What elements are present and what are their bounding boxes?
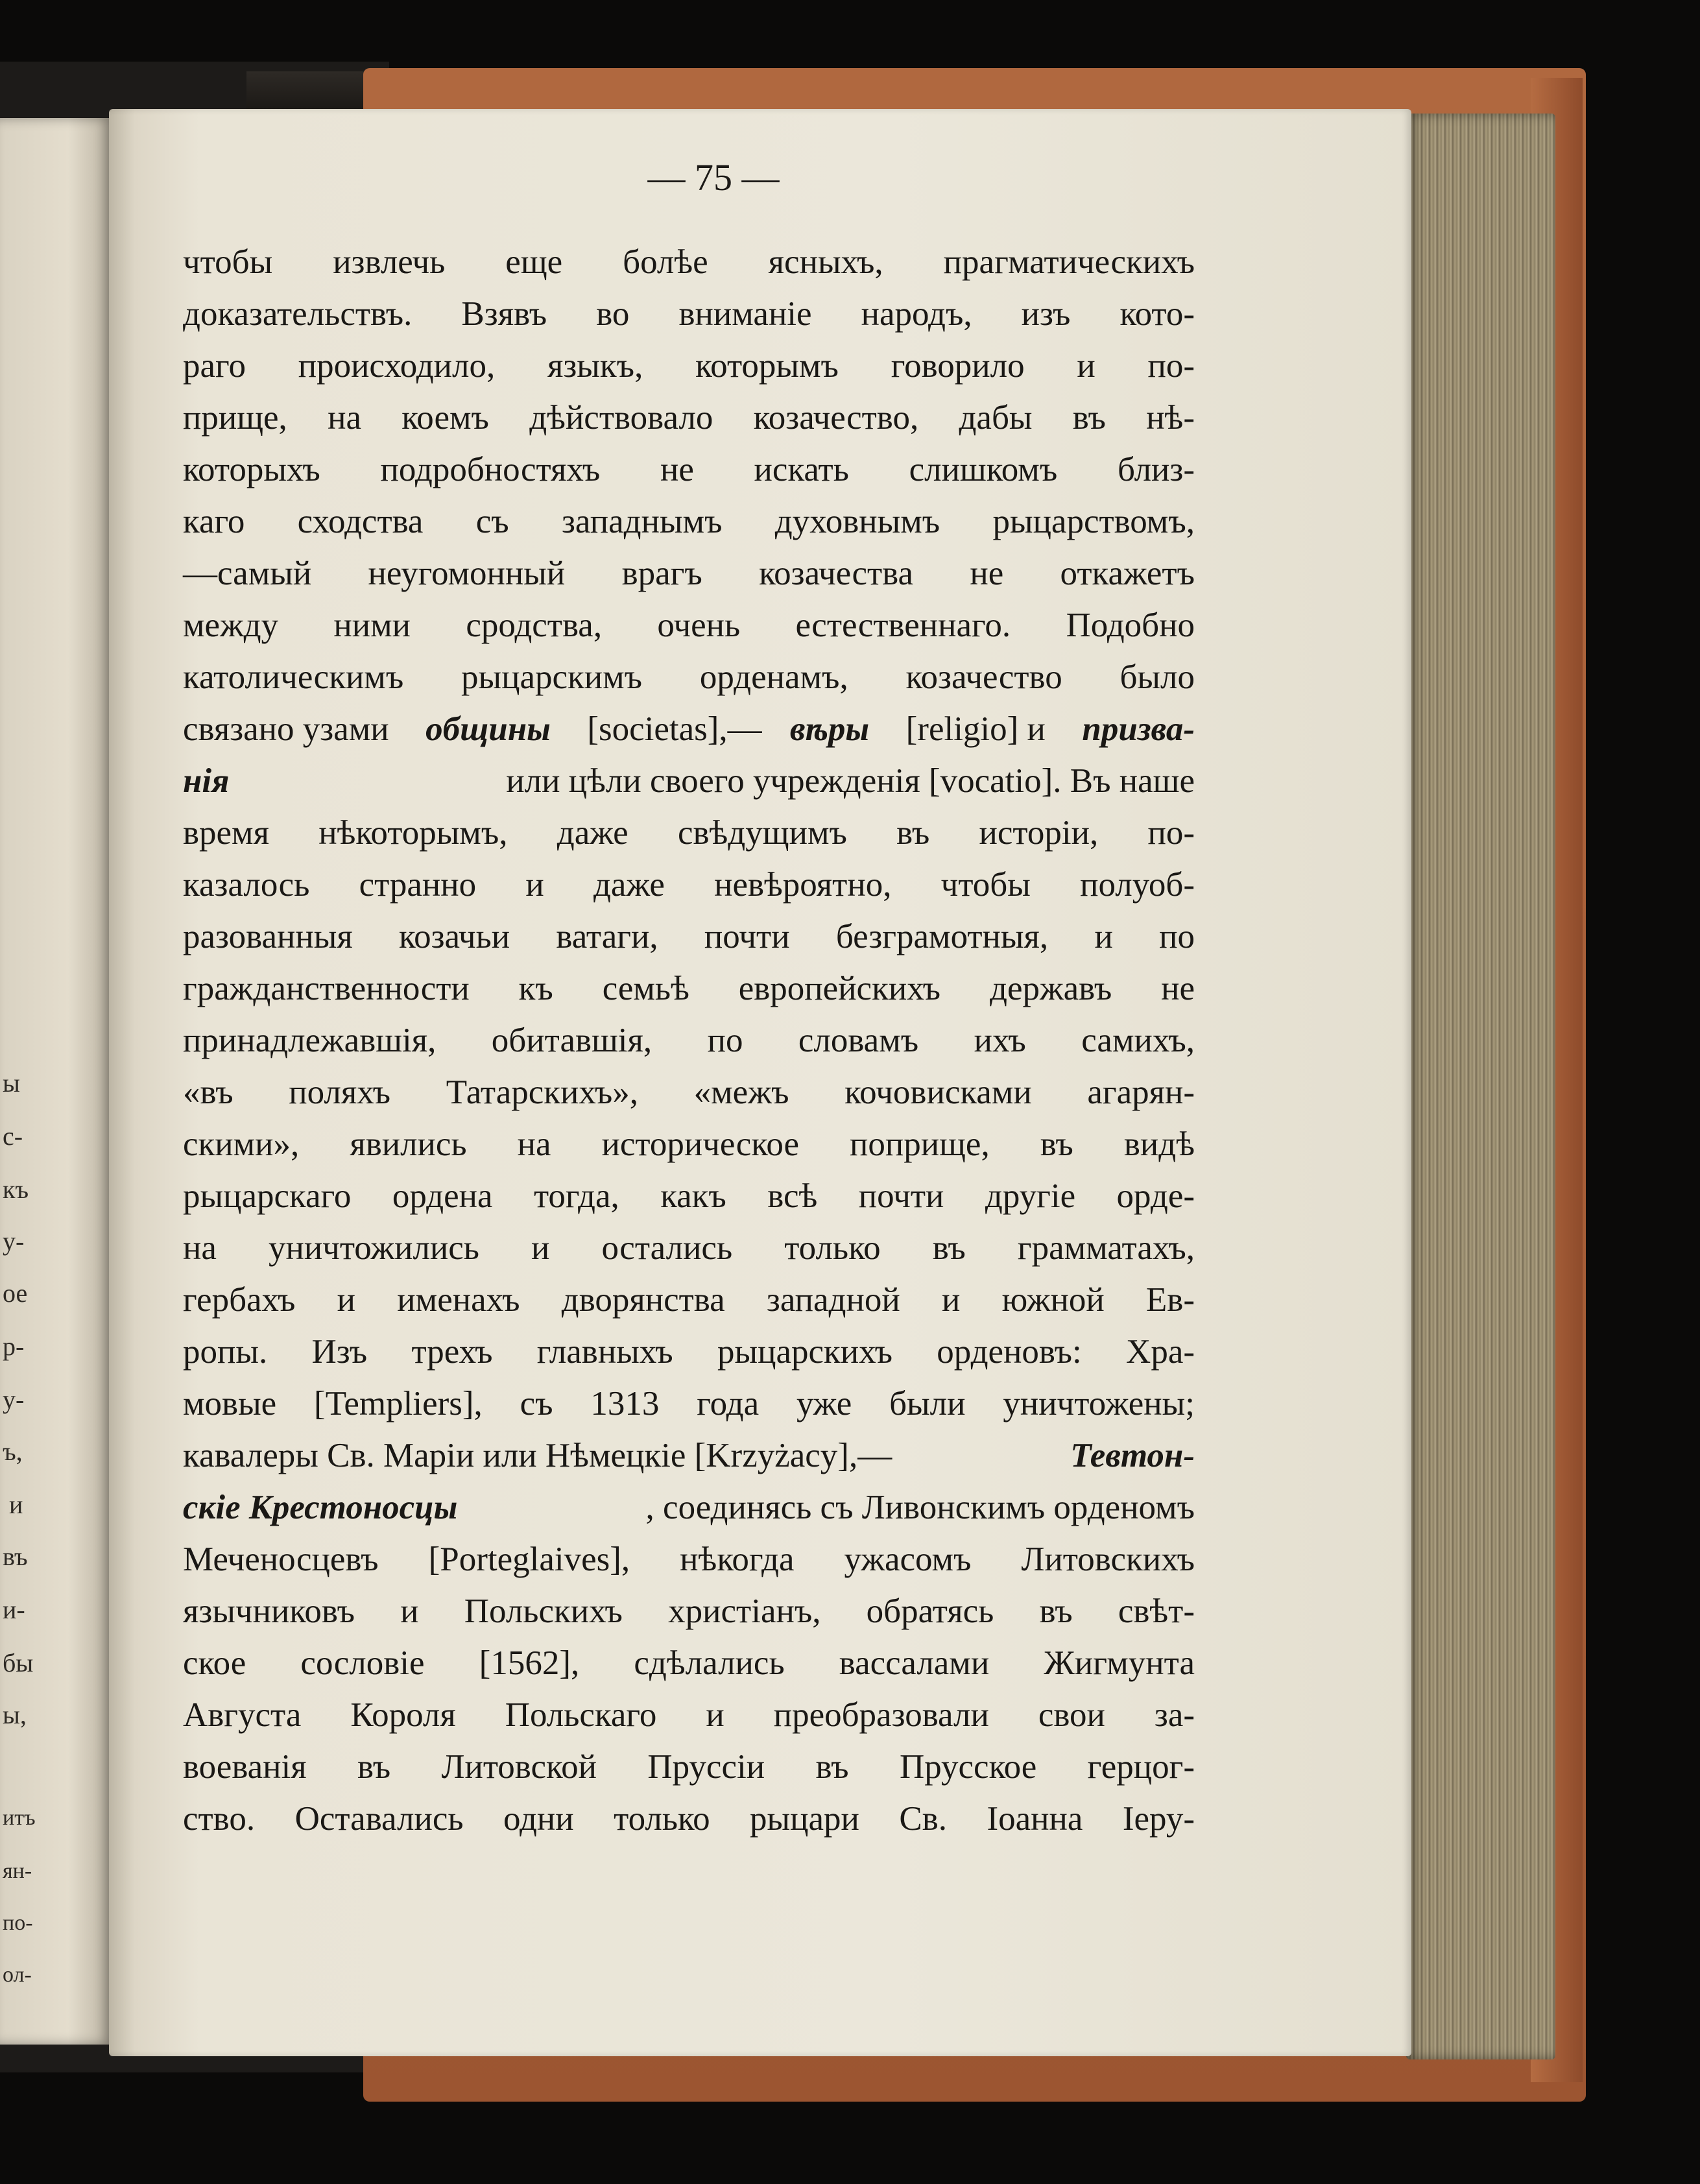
italic-term: Тевтон- — [1070, 1437, 1195, 1474]
left-page-fragment: ян- — [3, 1859, 32, 1883]
text-line-mixed — [183, 1439, 1195, 1473]
page-fore-edge — [1406, 114, 1555, 2059]
italic-term: скіе Крестоносцы — [183, 1489, 458, 1526]
italic-term: общины — [425, 710, 551, 748]
left-page-fragment: у- — [3, 1385, 25, 1414]
text-span: кавалеры Св. Маріи или Нѣмецкіе [Krzyżacy],— — [183, 1437, 892, 1474]
text-line: ство. Оставались одни только рыцари Св. Іоанна Іеру- — [183, 1800, 1195, 1838]
italic-term: призва- — [1082, 710, 1195, 748]
text-line: католическимъ рыцарскимъ орденамъ, козачество было — [183, 658, 1195, 696]
left-page-fragment: ы — [3, 1068, 20, 1098]
text-line-mixed — [183, 1491, 1195, 1525]
text-line: мовые [Templiers], съ 1313 года уже были уничтожены; — [183, 1385, 1195, 1422]
left-page-fragment: итъ — [3, 1806, 36, 1830]
left-page-fragment: ъ, — [3, 1437, 23, 1466]
left-page-fragment: бы — [3, 1648, 34, 1677]
left-page-fragment: ое — [3, 1278, 28, 1308]
text-line: —самый неугомонный врагъ козачества не откажетъ — [183, 555, 1195, 592]
text-line: между ними сродства, очень естественнаго. Подобно — [183, 606, 1195, 644]
text-line: прище, на коемъ дѣйствовало козачество, дабы въ нѣ- — [183, 399, 1195, 437]
text-line: гражданственности къ семьѣ европейскихъ державъ не — [183, 970, 1195, 1007]
text-span: или цѣли своего учрежденія [vocatio]. Въ наше — [497, 762, 1195, 800]
left-page-fragment: къ — [3, 1175, 29, 1204]
left-page — [0, 118, 114, 2045]
italic-term: нія — [183, 762, 230, 800]
text-line: казалось странно и даже невѣроятно, чтобы полуоб- — [183, 866, 1195, 904]
text-span: связано узами — [183, 710, 398, 748]
text-line-mixed — [183, 712, 1195, 747]
text-line: рыцарскаго ордена тогда, какъ всѣ почти другіе орде- — [183, 1177, 1195, 1215]
text-line: Меченосцевъ [Porteglaives], нѣкогда ужасомъ Литовскихъ — [183, 1541, 1195, 1578]
text-span: [societas],— — [579, 710, 762, 748]
text-line: «въ поляхъ Татарскихъ», «межъ кочовисками агарян- — [183, 1074, 1195, 1111]
left-page-fragment: и- — [3, 1595, 25, 1624]
text-span: [religio] и — [897, 710, 1055, 748]
left-page-fragment: въ — [3, 1542, 28, 1571]
page-number: — 75 — — [647, 156, 780, 198]
text-line: разованныя козачьи ватаги, почти безграмотныя, и по — [183, 918, 1195, 955]
text-line: которыхъ подробностяхъ не искать слишкомъ близ- — [183, 451, 1195, 488]
text-line: каго сходства съ западнымъ духовнымъ рыцарствомъ, — [183, 503, 1195, 540]
italic-term: вѣры — [789, 710, 870, 748]
left-page-fragment: у- — [3, 1227, 25, 1256]
text-line: доказательствъ. Взявъ во вниманіе народъ, изъ кото- — [183, 295, 1195, 333]
left-page-fragment: р- — [3, 1332, 25, 1361]
left-page-fragment: ы, — [3, 1700, 27, 1729]
text-line: раго происходило, языкъ, которымъ говорило и по- — [183, 347, 1195, 385]
text-line: воеванія въ Литовской Пруссіи въ Прусское герцог- — [183, 1748, 1195, 1786]
text-line: Августа Короля Польскаго и преобразовали свои за- — [183, 1696, 1195, 1734]
text-span: , соединясь съ Ливонскимъ орденомъ — [645, 1489, 1195, 1526]
text-line: время нѣкоторымъ, даже свѣдущимъ въ исторіи, по- — [183, 814, 1195, 852]
text-line: скими», явились на историческое поприще, въ видѣ — [183, 1125, 1195, 1163]
left-page-fragment: по- — [3, 1911, 33, 1935]
text-line: язычниковъ и Польскихъ христіанъ, обратясь въ свѣт- — [183, 1592, 1195, 1630]
left-page-fragment: и — [9, 1490, 23, 1519]
text-line: ропы. Изъ трехъ главныхъ рыцарскихъ орденовъ: Хра- — [183, 1333, 1195, 1371]
text-line: принадлежавшія, обитавшія, по словамъ ихъ самихъ, — [183, 1022, 1195, 1059]
text-line: ское сословіе [1562], сдѣлались вассалами Жигмунта — [183, 1644, 1195, 1682]
text-line: гербахъ и именахъ дворянства западной и южной Ев- — [183, 1281, 1195, 1319]
text-line: на уничтожились и остались только въ грамматахъ, — [183, 1229, 1195, 1267]
left-page-fragment: ол- — [3, 1963, 32, 1987]
left-page-fragment: с- — [3, 1122, 23, 1151]
text-line-mixed — [183, 764, 1195, 798]
text-line: чтобы извлечь еще болѣе ясныхъ, прагматическихъ — [183, 243, 1195, 281]
